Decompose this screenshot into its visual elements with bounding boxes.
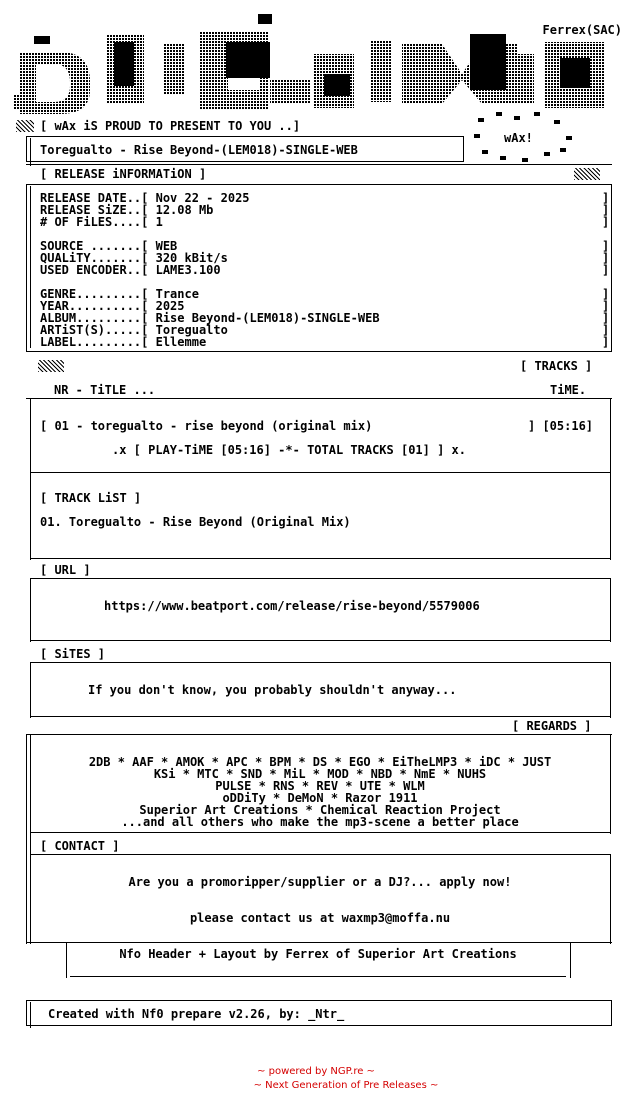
group-tag: wAx!	[504, 131, 533, 145]
frame-line	[30, 186, 31, 348]
divider	[26, 398, 612, 399]
regards-line: oDDiTy * DeMoN * Razor 1911	[222, 791, 418, 805]
divider	[26, 164, 612, 165]
tracks-header: [ TRACKS ]	[520, 359, 593, 373]
regards-header: [ REGARDS ]	[512, 719, 592, 733]
info-row: ALBUM.........[ Rise Beyond-(LEM018)-SINGLE-WEB	[40, 311, 380, 325]
tracklist-header: [ TRACK LiST ]	[40, 491, 142, 505]
url-header: [ URL ]	[40, 563, 91, 577]
regards-line: PULSE * RNS * REV * UTE * WLM	[215, 779, 425, 793]
release-title: Toregualto - Rise Beyond-(LEM018)-SINGLE-WEB	[40, 143, 358, 157]
frame-line	[610, 578, 611, 642]
shade-block	[16, 120, 34, 132]
frame-line	[30, 662, 31, 718]
divider	[26, 942, 612, 943]
info-row: YEAR..........[ 2025	[40, 299, 185, 313]
divider	[30, 662, 610, 663]
release-info-list	[40, 192, 380, 348]
tagline: [ wAx iS PROUD TO PRESENT TO YOU ..]	[40, 119, 301, 133]
sites-text: If you don't know, you probably shouldn't anyway...	[88, 683, 457, 697]
divider	[30, 472, 610, 473]
frame-line	[610, 734, 611, 834]
divider	[26, 734, 612, 735]
regards-line: KSi * MTC * SND * MiL * MOD * NBD * NmE * NUHS	[153, 767, 487, 781]
sites-header: [ SiTES ]	[40, 647, 106, 661]
ngp-tagline: ~ Next Generation of Pre Releases ~	[253, 1080, 439, 1091]
info-row: RELEASE SiZE..[ 12.08 Mb	[40, 203, 214, 217]
contact-apply: Are you a promoripper/supplier or a DJ?... apply now!	[128, 875, 512, 889]
divider	[30, 854, 610, 855]
divider	[30, 716, 610, 717]
contact-header: [ CONTACT ]	[40, 839, 120, 853]
info-row: USED ENCODER..[ LAME3.100	[40, 263, 221, 277]
frame-line	[610, 474, 611, 560]
info-row: SOURCE .......[ WEB	[40, 239, 178, 253]
info-row: GENRE.........[ Trance	[40, 287, 199, 301]
frame-line	[610, 398, 611, 474]
shade-block	[574, 168, 600, 180]
track-row-title: [ 01 - toregualto - rise beyond (original mix)	[40, 419, 373, 433]
divider	[30, 832, 610, 833]
frame-line	[610, 662, 611, 718]
tracks-col-title: NR - TiTLE ...	[54, 383, 156, 397]
info-row: RELEASE DATE..[ Nov 22 - 2025	[40, 191, 250, 205]
divider	[70, 976, 566, 977]
playtime-summary: .x [ PLAY-TiME [05:16] -*- TOTAL TRACKS [01] ] x.	[112, 443, 467, 457]
track-row-time: ] [05:16]	[528, 419, 594, 433]
info-brackets: ] ] ] ] ] ] ] ] ] ] ]	[602, 191, 610, 349]
frame-line	[30, 578, 31, 642]
contact-email[interactable]: please contact us at waxmp3@moffa.nu	[189, 911, 451, 925]
info-header: [ RELEASE iNFORMATiON ]	[40, 167, 207, 181]
tracks-col-time: TiME.	[550, 383, 587, 397]
frame-line	[30, 1002, 31, 1028]
info-row: ARTiST(S).....[ Toregualto	[40, 323, 228, 337]
tracklist-item: 01. Toregualto - Rise Beyond (Original Mix)	[40, 515, 351, 529]
regards-line: Superior Art Creations * Chemical Reaction Project	[139, 803, 501, 817]
ascii-credit: Ferrex(SAC)	[542, 23, 622, 37]
frame-line	[30, 474, 31, 560]
divider	[30, 558, 610, 559]
frame-line	[610, 854, 611, 944]
info-row: LABEL.........[ Ellemme	[40, 335, 207, 349]
regards-line: 2DB * AAF * AMOK * APC * BPM * DS * EGO * EiTheLMP3 * iDC * JUST	[88, 755, 552, 769]
frame-line	[30, 398, 31, 474]
frame-line	[26, 734, 27, 944]
regards-line: ...and all others who make the mp3-scene a better place	[121, 815, 519, 829]
info-row: # OF FiLES....[ 1	[40, 215, 163, 229]
frame-line	[30, 138, 31, 166]
release-url-link[interactable]: https://www.beatport.com/release/rise-beyond/5579006	[104, 599, 480, 613]
divider	[30, 578, 610, 579]
shade-block	[38, 360, 64, 372]
layout-credit: Nfo Header + Layout by Ferrex of Superior Art Creations	[119, 947, 517, 961]
powered-by-link[interactable]: ~ powered by NGP.re ~	[257, 1066, 375, 1077]
divider	[30, 640, 610, 641]
frame-line	[570, 942, 571, 978]
dots-decoration	[470, 110, 580, 166]
regards-list	[30, 756, 610, 828]
info-row: QUALiTY.......[ 320 kBit/s	[40, 251, 228, 265]
wax-logo-art	[14, 14, 618, 122]
wax-logo	[14, 14, 618, 122]
created-with: Created with Nf0 prepare v2.26, by: _Ntr_	[48, 1007, 345, 1021]
